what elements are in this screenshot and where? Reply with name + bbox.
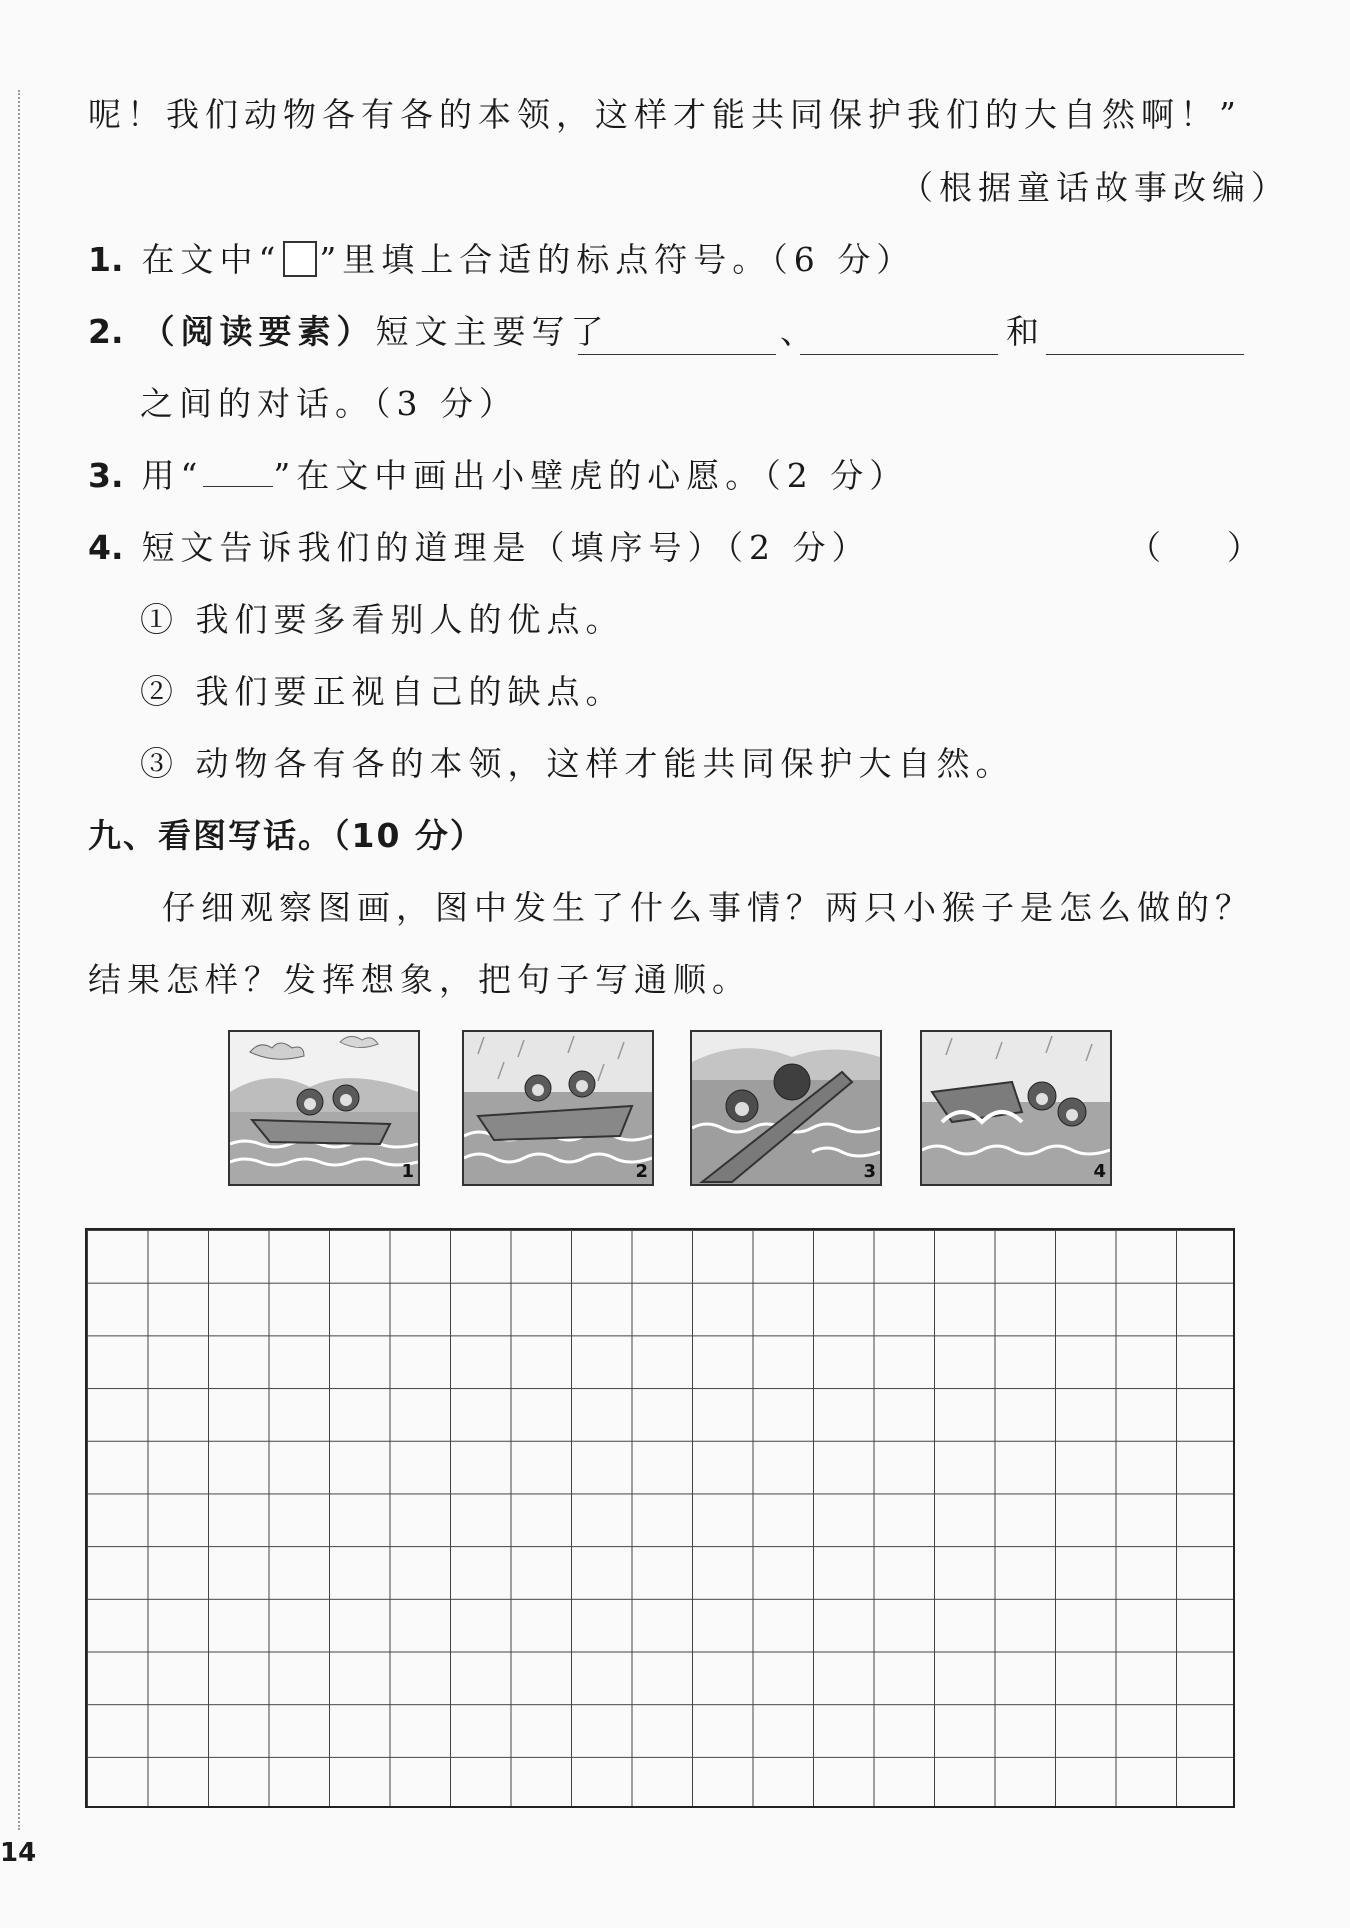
question-2-text: 短文主要写了 [375, 312, 610, 351]
picture-number: 4 [1093, 1161, 1106, 1182]
picture-2 [462, 1030, 654, 1186]
question-1-text-before: 在文中“ [141, 240, 282, 279]
picture-number: 3 [863, 1161, 876, 1182]
monkeys-in-boat-illustration [230, 1032, 418, 1184]
story-last-line: 呢！我们动物各有各的本领，这样才能共同保护我们的大自然啊！” [88, 95, 1242, 134]
picture-sequence [0, 1030, 1350, 1180]
question-1-text-after: ”里填上合适的标点符号。（6 分） [319, 240, 916, 279]
question-4 [88, 528, 871, 568]
question-2-tag: （阅读要素） [141, 312, 376, 351]
question-3-text-after: ”在文中画出小壁虎的心愿。（2 分） [273, 456, 909, 495]
question-3 [88, 456, 908, 496]
answer-blank-3[interactable] [1046, 354, 1244, 355]
question-2-number: 2. [88, 312, 124, 351]
question-4-number: 4. [88, 528, 124, 567]
underline-symbol [203, 460, 273, 487]
question-2-sep1: 、 [780, 312, 819, 351]
question-2-continued: 之间的对话。（3 分） [140, 384, 518, 423]
answer-parentheses[interactable]: （ ） [1128, 528, 1260, 567]
picture-number: 1 [401, 1161, 414, 1182]
monkeys-paddling-illustration [692, 1032, 880, 1184]
option-3: ③ 动物各有各的本领，这样才能共同保护大自然。 [140, 744, 1015, 783]
section-9-prompt-line-2: 结果怎样？发挥想象，把句子写通顺。 [88, 960, 751, 999]
answer-blank-1[interactable] [578, 354, 776, 355]
picture-3 [690, 1030, 882, 1186]
question-2 [88, 312, 610, 352]
option-2: ② 我们要正视自己的缺点。 [140, 672, 625, 711]
monkeys-in-rain-illustration [464, 1032, 652, 1184]
question-1-number: 1. [88, 240, 124, 279]
question-4-text: 短文告诉我们的道理是（填序号）（2 分） [141, 528, 871, 567]
writing-grid[interactable] [85, 1228, 1235, 1808]
binding-margin-line [18, 90, 20, 1830]
picture-number: 2 [635, 1161, 648, 1182]
picture-4 [920, 1030, 1112, 1186]
page-number: 14 [0, 1838, 37, 1868]
monkeys-in-water-illustration [922, 1032, 1110, 1184]
question-3-number: 3. [88, 456, 124, 495]
question-3-text-before: 用“ [141, 456, 204, 495]
punctuation-box [283, 241, 317, 277]
answer-blank-2[interactable] [800, 354, 998, 355]
question-2-sep2: 和 [1006, 312, 1045, 351]
question-1 [88, 240, 915, 280]
story-source: （根据童话故事改编） [900, 168, 1290, 207]
section-9-title: 九、看图写话。（10 分） [88, 816, 485, 855]
option-1: ① 我们要多看别人的优点。 [140, 600, 625, 639]
section-9-prompt-line-1: 仔细观察图画，图中发生了什么事情？两只小猴子是怎么做的？ [162, 888, 1254, 927]
picture-1 [228, 1030, 420, 1186]
